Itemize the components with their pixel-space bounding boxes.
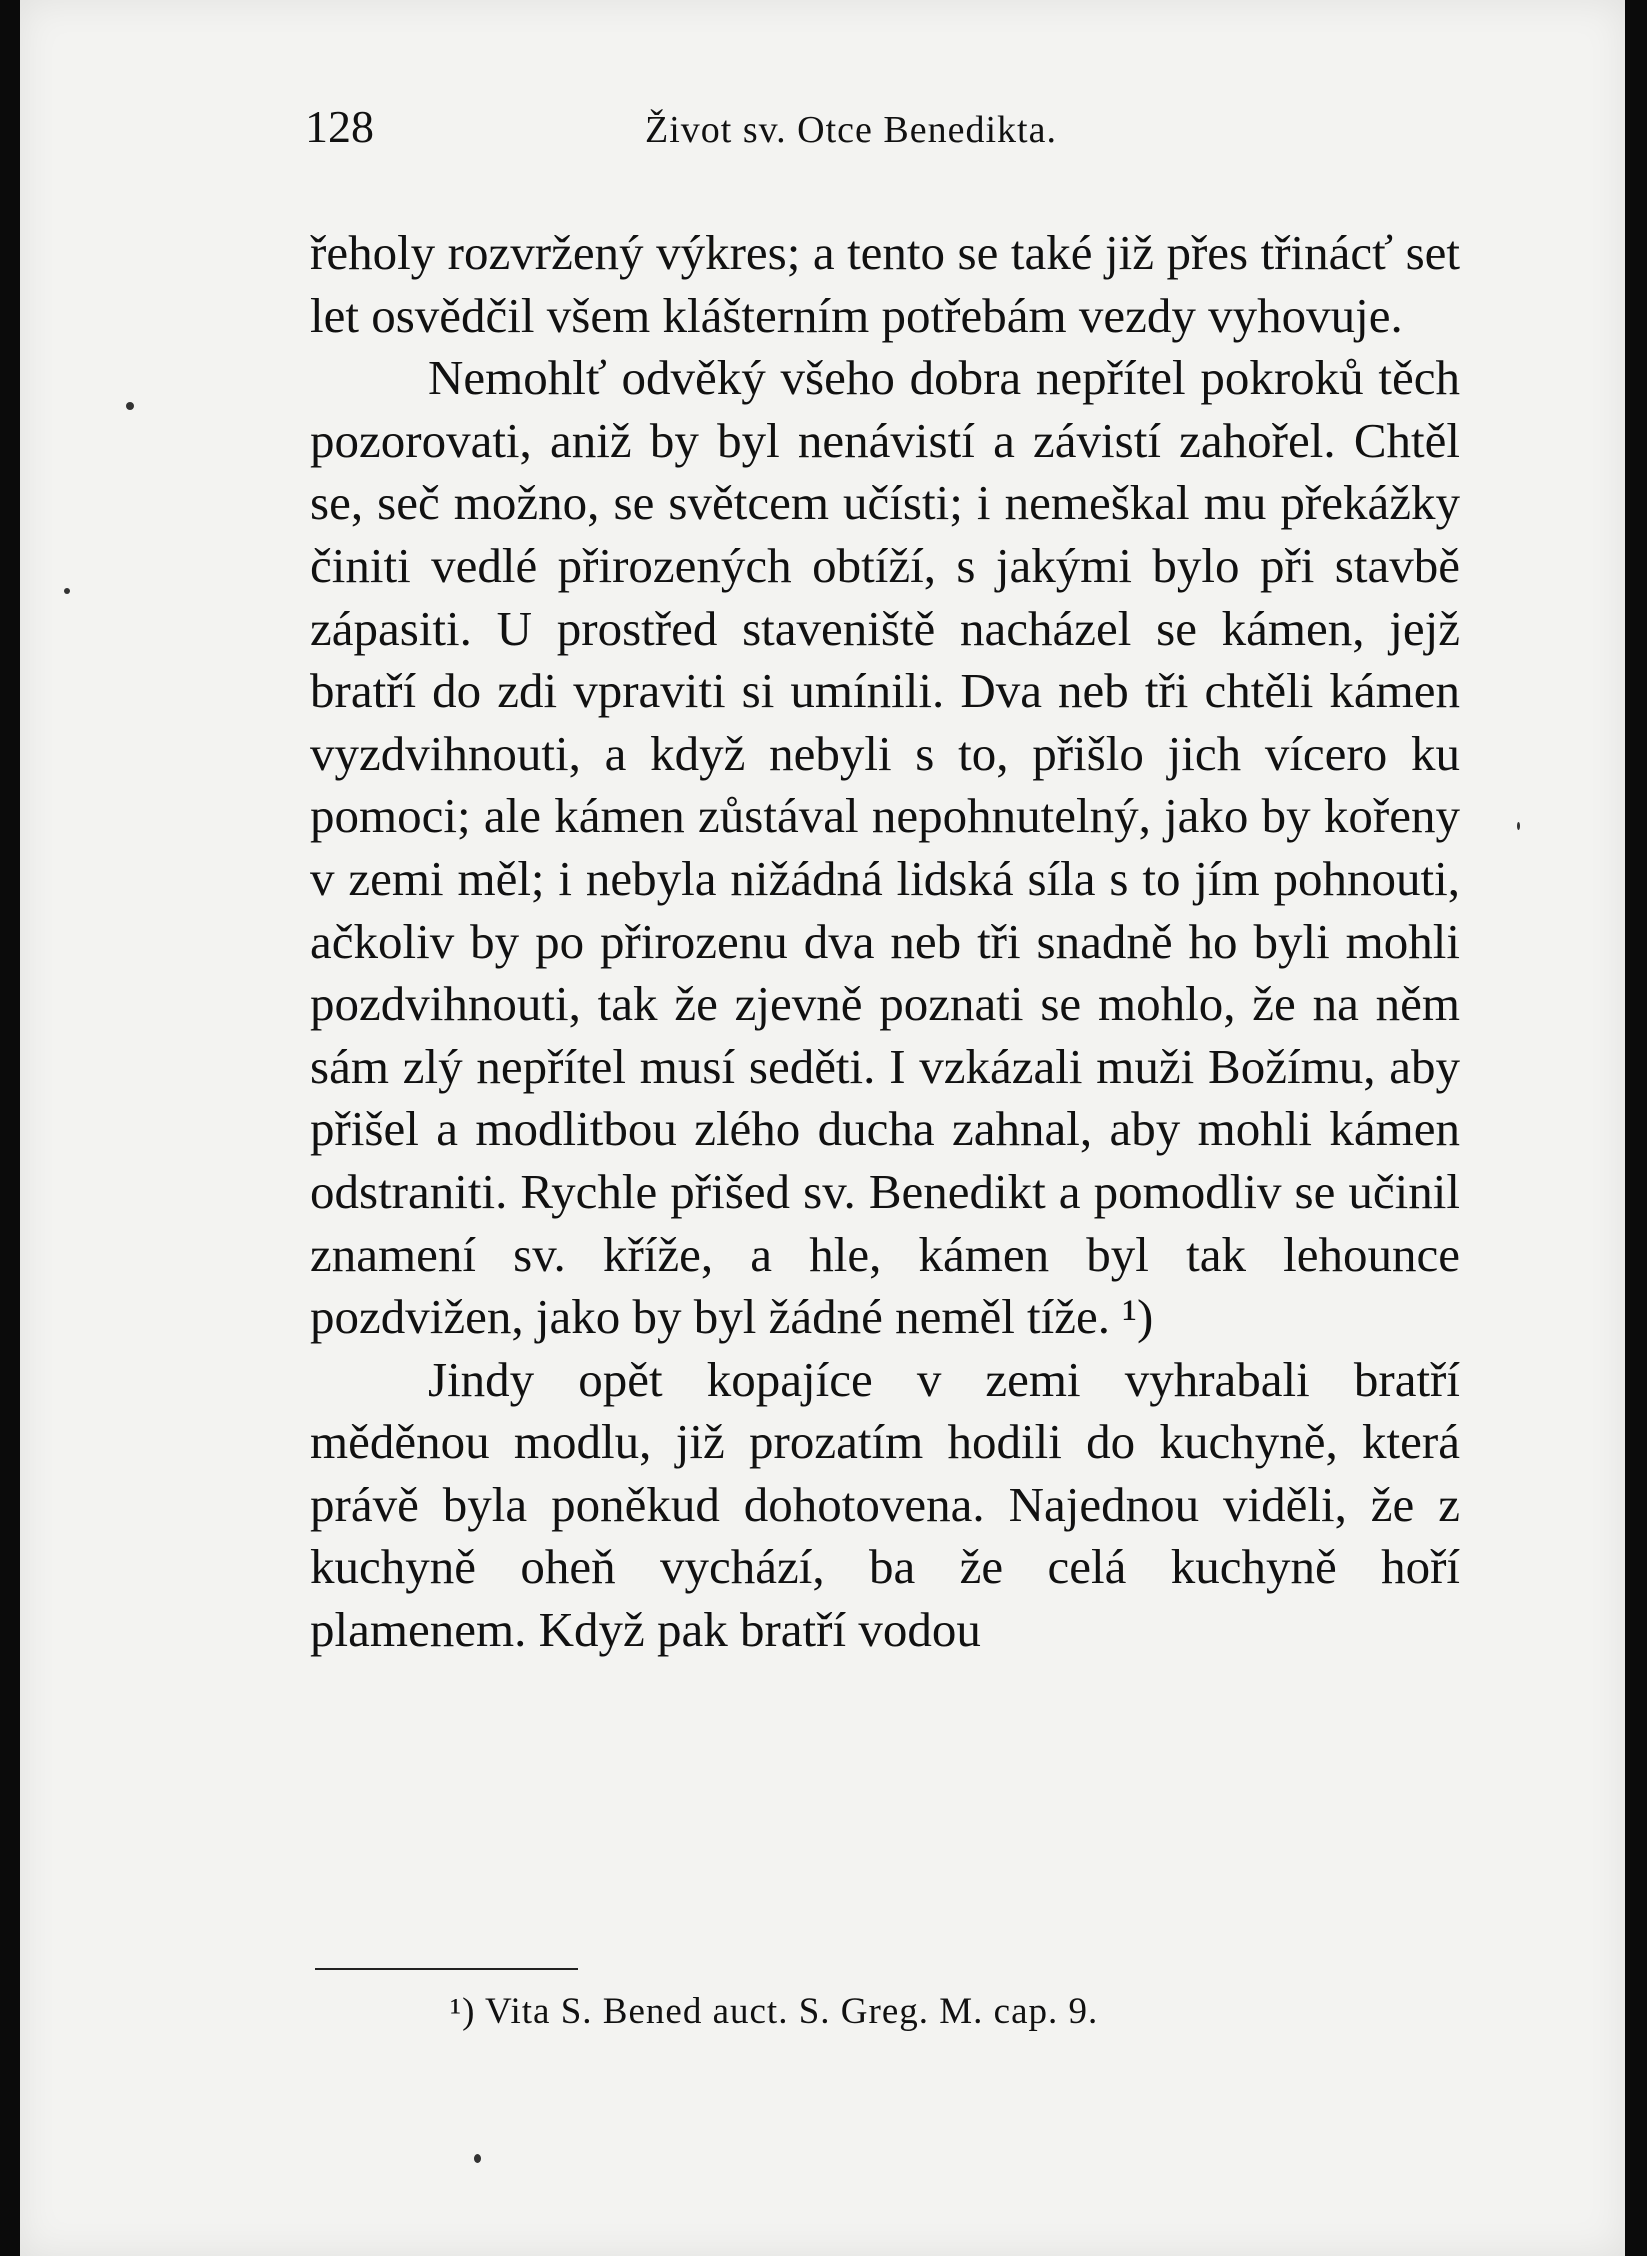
print-speck — [126, 402, 134, 410]
print-speck — [474, 2154, 481, 2163]
footnote: ¹) Vita S. Bened auct. S. Greg. M. cap. 9. — [450, 1991, 1099, 2032]
paragraph: Nemohlť odvěký všeho dobra nepřítel pokroků těch pozorovati, aniž by byl nenávistí a závistí zahořel. Chtěl se, seč možno, se světcem učísti; i nemeškal mu překážky činiti vedlé přirozených obtíží, s jakými bylo při stavbě zápasiti. U prostřed staveniště nacházel se kámen, jejž bratří do zdi vpraviti si umínili. Dva neb tři chtěli kámen vyzdvihnouti, a když nebyli s to, přišlo jich vícero ku pomoci; ale kámen zůstával nepohnutelný, jako by kořeny v zemi měl; i nebyla nižádná lidská síla s to jím pohnouti, ačkoliv by po přirozenu dva neb tři snadně ho byli mohli pozdvihnouti, tak že zjevně poznati se mohlo, že na něm sám zlý nepřítel musí seděti. I vzkázali muži Božímu, aby přišel a modlitbou zlého ducha zahnal, aby mohli kámen odstraniti. Rychle přišed sv. Benedikt a pomodliv se učinil znamení sv. kříže, a hle, kámen byl tak lehounce pozdvižen, jako by byl žádné neměl tíže. ¹) — [310, 350, 1460, 1345]
page-header — [305, 100, 1465, 170]
body-text — [310, 222, 1460, 1662]
footnote-rule — [315, 1968, 578, 1970]
running-title: Život sv. Otce Benedikta. — [645, 109, 1057, 151]
print-speck — [1517, 822, 1520, 830]
book-page — [20, 0, 1625, 2256]
page-number: 128 — [305, 101, 374, 152]
print-speck — [64, 588, 70, 594]
paragraph-continued: řeholy rozvržený výkres; a tento se také již přes třinácť set let osvědčil všem klášterním potřebám vezdy vyhovuje. — [310, 225, 1460, 343]
paragraph: Jindy opět kopajíce v zemi vyhrabali bratří měděnou modlu, již prozatím hodili do kuchyně, která právě byla poněkud dohotovena. Najednou viděli, že z kuchyně oheň vychází, ba že celá kuchyně hoří plamenem. Když pak bratří vodou — [310, 1351, 1460, 1658]
